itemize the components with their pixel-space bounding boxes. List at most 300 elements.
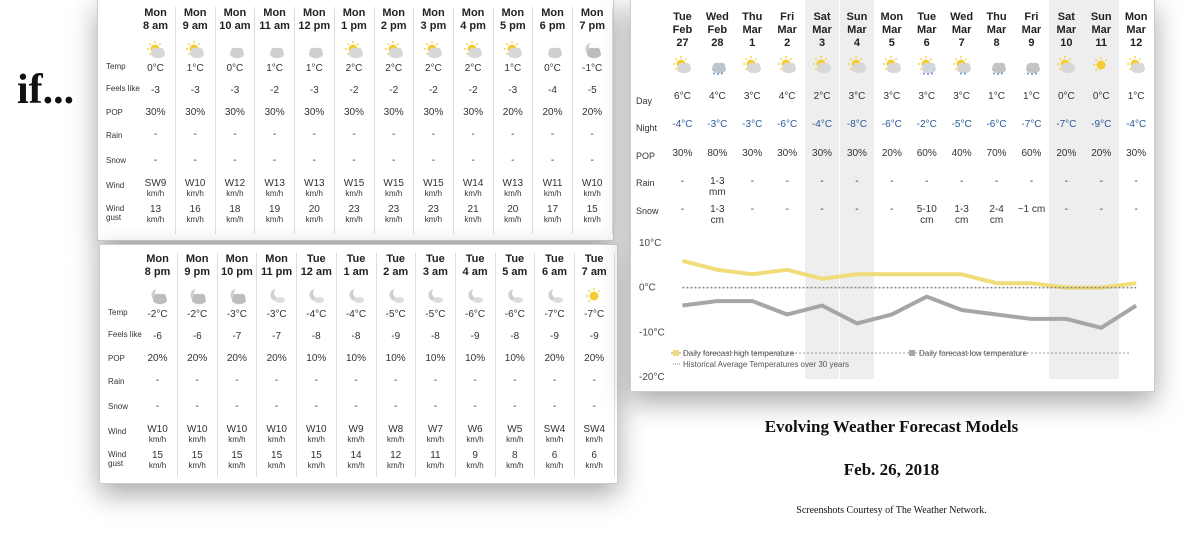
cell-pop: 80% xyxy=(707,148,728,159)
cell-feels: -9 xyxy=(589,331,599,342)
cell-feels: -3 xyxy=(309,85,319,96)
cell-day: 3°C xyxy=(918,91,936,102)
hour-time: 5 am xyxy=(502,266,528,278)
day-header-mon: Feb xyxy=(707,24,728,36)
row-label: Night xyxy=(636,123,658,133)
day-header-d: 28 xyxy=(711,37,724,49)
day-header-dow: Sun xyxy=(846,11,868,23)
cell-night: -6°C xyxy=(986,119,1007,130)
hour-day: Mon xyxy=(501,7,525,19)
cell-snow: - xyxy=(392,155,396,166)
cell-pop: 20% xyxy=(542,107,563,118)
day-header-mon: Mar xyxy=(777,24,797,36)
cell-gust-unit: km/h xyxy=(345,215,363,224)
cell-gust-unit: km/h xyxy=(228,461,246,470)
cell-gust: 23 xyxy=(427,204,439,215)
cell-night: -3°C xyxy=(707,119,728,130)
hour-column xyxy=(297,253,337,477)
cell-day: 1°C xyxy=(1023,91,1040,102)
cell-snow: 2-4 cm xyxy=(989,204,1004,226)
cell-wind: W15 xyxy=(343,178,365,189)
cell-wind-unit: km/h xyxy=(543,189,562,198)
snow-cloud-icon xyxy=(1021,55,1041,75)
cell-pop: 30% xyxy=(264,107,285,118)
cell-wind: W15 xyxy=(423,178,444,189)
day-header-d: 8 xyxy=(993,37,1000,49)
cell-feels: -6 xyxy=(153,331,162,342)
day-header-d: 6 xyxy=(923,37,930,49)
cell-pop: 10% xyxy=(306,353,327,364)
cell-temp: -2°C xyxy=(187,309,208,320)
day-header-mon: Mar xyxy=(986,24,1007,36)
cell-temp: 2°C xyxy=(464,63,482,74)
cell-temp: -2°C xyxy=(147,309,168,320)
cell-gust-unit: km/h xyxy=(188,461,206,470)
hour-column xyxy=(255,7,295,234)
hour-column xyxy=(136,7,176,234)
day-header-mon: Mar xyxy=(1021,24,1042,36)
cell-wind: W12 xyxy=(224,178,246,189)
cell-temp: 0°C xyxy=(147,63,164,74)
hour-day: Mon xyxy=(580,7,604,19)
hour-day: Mon xyxy=(146,253,169,265)
partly-sunny-icon xyxy=(423,40,443,60)
cell-night: -6°C xyxy=(881,119,902,130)
cell-temp: -3°C xyxy=(226,309,247,320)
cell-day: 4°C xyxy=(778,91,796,102)
y-tick-label: 10°C xyxy=(639,238,662,249)
row-label: Snow xyxy=(108,402,129,411)
cell-rain: - xyxy=(994,176,999,187)
cell-pop: 20% xyxy=(266,353,287,364)
partly-sunny-icon xyxy=(344,40,364,60)
partly-sunny-icon xyxy=(672,55,692,75)
hour-day: Mon xyxy=(302,7,326,19)
day-header xyxy=(1049,11,1084,50)
cell-pop: 10% xyxy=(385,353,406,364)
cell-rain: - xyxy=(550,129,555,140)
cell-snow: - xyxy=(312,155,316,166)
cell-snow: - xyxy=(394,401,398,412)
day-header-mon: Mar xyxy=(882,24,902,36)
cell-pop: 20% xyxy=(544,353,565,364)
cell-rain: - xyxy=(233,129,237,140)
hour-column xyxy=(376,253,416,477)
cell-pop: 30% xyxy=(672,148,693,159)
series-line-0 xyxy=(682,261,1136,288)
cell-gust: 15 xyxy=(310,450,322,461)
cell-wind: W10 xyxy=(581,178,603,189)
day-header xyxy=(770,11,805,50)
cell-feels: -9 xyxy=(550,331,559,342)
cell-night: -4°C xyxy=(1126,119,1147,130)
cell-wind-unit: km/h xyxy=(387,435,405,444)
hour-column xyxy=(217,253,257,477)
cell-wind-unit: km/h xyxy=(424,189,443,198)
day-header-mon: Mar xyxy=(916,24,937,36)
cell-wind-unit: km/h xyxy=(466,435,484,444)
cell-night: -7°C xyxy=(1056,119,1077,130)
cell-snow: 1-3 cm xyxy=(710,204,725,226)
cell-rain: - xyxy=(680,176,685,187)
cell-temp: -3°C xyxy=(266,309,287,320)
cell-gust-unit: km/h xyxy=(426,461,445,470)
cell-wind: W8 xyxy=(388,424,404,435)
cell-feels: -8 xyxy=(510,331,520,342)
cloudy-night-icon xyxy=(148,286,168,306)
legend-entry xyxy=(909,349,1028,358)
cell-rain: - xyxy=(513,375,517,386)
cell-night: -7°C xyxy=(1021,119,1042,130)
day-header xyxy=(944,11,979,50)
hour-time: 7 am xyxy=(581,266,607,278)
hour-column xyxy=(138,253,178,477)
partly-sunny-icon xyxy=(777,55,797,75)
cell-snow: - xyxy=(1064,204,1068,215)
day-header-dow: Fri xyxy=(1024,11,1039,23)
day-header-dow: Thu xyxy=(986,11,1007,23)
cell-pop: 30% xyxy=(463,107,484,118)
legend-entry xyxy=(673,349,795,358)
cell-day: 3°C xyxy=(743,91,761,102)
day-header xyxy=(805,11,840,50)
cell-pop: 20% xyxy=(226,353,247,364)
cell-snow: - xyxy=(433,401,438,412)
row-label: Rain xyxy=(106,131,123,140)
cell-day: 1°C xyxy=(1127,91,1145,102)
cell-wind-unit: km/h xyxy=(307,435,325,444)
hour-day: Mon xyxy=(185,253,209,265)
cell-wind-unit: km/h xyxy=(385,189,403,198)
cell-wind: W13 xyxy=(304,178,325,189)
partly-sunny-icon xyxy=(742,55,762,75)
cell-snow: - xyxy=(473,401,477,412)
snow-cloud-icon xyxy=(987,55,1007,75)
partly-sunny-icon xyxy=(812,55,832,75)
hour-day: Mon xyxy=(263,7,286,19)
cloudy-icon xyxy=(265,40,285,60)
cell-gust-unit: km/h xyxy=(464,215,482,224)
hour-time: 8 am xyxy=(142,20,169,32)
row-label: Day xyxy=(636,96,653,106)
hour-column xyxy=(495,253,535,477)
day-header-d: 5 xyxy=(888,37,895,49)
cell-pop: 20% xyxy=(584,353,605,364)
cell-wind-unit: km/h xyxy=(506,435,524,444)
cell-rain: - xyxy=(394,375,398,386)
hour-day: Mon xyxy=(144,7,167,19)
cell-snow: - xyxy=(274,401,279,412)
cell-snow: - xyxy=(513,401,517,412)
cell-pop: 30% xyxy=(423,107,444,118)
cell-rain: - xyxy=(235,375,239,386)
day-header-dow: Mon xyxy=(880,11,904,23)
cell-rain: - xyxy=(195,375,199,386)
cell-feels: -3 xyxy=(508,85,518,96)
cell-day: 0°C xyxy=(1057,91,1075,102)
day-header xyxy=(979,11,1014,50)
cell-temp: 1°C xyxy=(186,63,204,74)
cell-pop: 30% xyxy=(812,148,833,159)
cell-wind-unit: km/h xyxy=(305,189,323,198)
hour-day: Mon xyxy=(382,7,405,19)
day-header xyxy=(1014,11,1049,50)
cell-rain: - xyxy=(1029,176,1034,187)
cell-gust: 6 xyxy=(551,450,558,461)
caption-date: Feb. 26, 2018 xyxy=(843,460,940,479)
cell-night: -8°C xyxy=(846,119,867,130)
day-header xyxy=(1084,11,1119,50)
cell-snow: - xyxy=(680,204,685,215)
cell-feels: -2 xyxy=(270,85,280,96)
hour-time: 2 pm xyxy=(380,20,407,32)
cell-temp: 2°C xyxy=(424,63,442,74)
partly-sunny-icon xyxy=(1126,55,1146,75)
cell-feels: -9 xyxy=(391,331,401,342)
day-header-d: 10 xyxy=(1060,37,1073,49)
cell-pop: 40% xyxy=(951,148,972,159)
hour-day: Tue xyxy=(465,253,485,265)
row-label: Wind xyxy=(106,181,125,190)
cell-night: -5°C xyxy=(951,119,972,130)
cell-pop: 20% xyxy=(187,353,208,364)
row-label: Feels like xyxy=(106,84,140,93)
cell-snow: - xyxy=(785,204,789,215)
cell-rain: - xyxy=(592,375,596,386)
cell-pop: 20% xyxy=(502,107,523,118)
cell-rain: - xyxy=(312,129,316,140)
cell-feels: -3 xyxy=(190,85,200,96)
cell-wind: W10 xyxy=(306,424,327,435)
day-header-d: 2 xyxy=(784,37,791,49)
hour-day: Tue xyxy=(306,253,326,265)
hour-time: 11 am xyxy=(259,20,290,32)
cell-feels: -2 xyxy=(428,85,438,96)
row-label: Wind gust xyxy=(108,450,127,468)
moon-cloud-icon xyxy=(346,286,366,306)
hour-day: Mon xyxy=(461,7,485,19)
cell-rain: - xyxy=(552,375,557,386)
cell-snow: - xyxy=(855,204,859,215)
partly-sunny-icon xyxy=(384,40,404,60)
cell-rain: - xyxy=(959,176,964,187)
cell-rain: - xyxy=(855,176,859,187)
cell-feels: -8 xyxy=(351,331,361,342)
cell-gust: 8 xyxy=(512,450,518,461)
cell-feels: -2 xyxy=(468,85,478,96)
hour-column xyxy=(295,7,335,234)
cell-gust: 15 xyxy=(586,204,598,215)
moon-cloud-icon xyxy=(545,286,565,306)
hour-day: Tue xyxy=(545,253,564,265)
day-header-mon: Mar xyxy=(951,24,972,36)
day-header-mon: Mar xyxy=(847,24,867,36)
cell-rain: - xyxy=(314,375,318,386)
cell-wind: W5 xyxy=(507,424,523,435)
row-label: Rain xyxy=(108,377,125,386)
cell-gust: 15 xyxy=(271,450,283,461)
cell-gust-unit: km/h xyxy=(585,461,603,470)
cell-rain: - xyxy=(925,176,929,187)
cell-pop: 30% xyxy=(343,107,364,118)
row-label: Wind gust xyxy=(106,204,125,222)
day-header-d: 12 xyxy=(1130,37,1143,49)
day-header-d: 3 xyxy=(818,37,826,49)
cell-rain: - xyxy=(820,176,824,187)
cell-wind-unit: km/h xyxy=(464,189,482,198)
cell-snow: - xyxy=(235,401,239,412)
cell-gust: 11 xyxy=(430,450,441,461)
hour-time: 9 pm xyxy=(184,266,211,278)
y-tick-label: -20°C xyxy=(639,372,665,383)
cell-pop: 30% xyxy=(224,107,245,118)
cell-wind: SW4 xyxy=(583,424,606,435)
hour-column xyxy=(416,253,456,477)
cell-snow: - xyxy=(195,401,199,412)
cell-rain: - xyxy=(511,129,515,140)
cell-gust-unit: km/h xyxy=(267,461,286,470)
moon-cloud-icon xyxy=(465,286,485,306)
cell-snow: - xyxy=(511,155,515,166)
cell-gust: 23 xyxy=(388,204,400,215)
hour-day: Mon xyxy=(183,7,207,19)
cell-snow: - xyxy=(153,155,158,166)
cell-rain: - xyxy=(890,176,894,187)
hour-time: 12 am xyxy=(300,266,332,278)
cell-rain: - xyxy=(431,129,436,140)
cell-day: 4°C xyxy=(708,91,726,102)
hour-time: 1 pm xyxy=(341,20,367,32)
cloudy-icon xyxy=(225,40,245,60)
cell-rain: - xyxy=(274,375,279,386)
cell-night: -2°C xyxy=(916,119,937,130)
hourly-forecast-bottom-panel xyxy=(99,244,618,484)
cell-feels: -3 xyxy=(151,85,160,96)
row-label: Snow xyxy=(106,156,127,165)
cell-temp: 0°C xyxy=(226,63,244,74)
sunny-icon xyxy=(584,286,604,306)
cell-snow: - xyxy=(272,155,277,166)
cell-night: -4°C xyxy=(811,119,833,130)
cell-wind-unit: km/h xyxy=(545,435,564,444)
cell-pop: 20% xyxy=(881,148,902,159)
hour-day: Tue xyxy=(505,253,525,265)
daily-forecast-panel xyxy=(630,0,1155,392)
hour-column xyxy=(456,253,496,477)
cell-snow: - xyxy=(890,204,894,215)
hour-column xyxy=(535,253,575,477)
cell-wind: W10 xyxy=(226,424,248,435)
cloudy-icon xyxy=(304,40,324,60)
hourly-forecast-top-panel xyxy=(97,0,614,241)
day-header-dow: Wed xyxy=(950,11,974,23)
hour-day: Tue xyxy=(386,253,406,265)
cell-wind-unit: km/h xyxy=(347,435,365,444)
cell-temp: -6°C xyxy=(465,309,486,320)
cell-feels: -2 xyxy=(349,85,359,96)
hour-time: 3 am xyxy=(422,266,448,278)
cell-gust: 23 xyxy=(348,204,360,215)
y-tick-label: -10°C xyxy=(639,327,665,339)
cell-wind: W11 xyxy=(542,178,563,189)
day-header-dow: Sun xyxy=(1090,11,1112,23)
cell-rain: - xyxy=(272,129,277,140)
cell-gust: 6 xyxy=(591,450,597,461)
cell-gust: 12 xyxy=(390,450,402,461)
cloudy-night-icon xyxy=(187,286,207,306)
cell-rain: - xyxy=(750,176,754,187)
cell-rain: - xyxy=(352,129,356,140)
partly-sunny-icon xyxy=(1056,55,1076,75)
cell-snow: - xyxy=(352,155,356,166)
partly-sunny-icon xyxy=(185,40,205,60)
hour-column xyxy=(493,7,533,234)
cell-wind: SW9 xyxy=(144,178,167,189)
cell-day: 3°C xyxy=(883,91,901,102)
day-header-mon: Mar xyxy=(742,24,763,36)
cell-gust-unit: km/h xyxy=(506,461,524,470)
hour-day: Tue xyxy=(584,253,604,265)
day-header-d: 27 xyxy=(676,37,689,49)
hour-time: 6 pm xyxy=(539,20,566,32)
day-header-mon: Mar xyxy=(1056,24,1077,36)
hour-column xyxy=(575,253,615,477)
cell-wind: W10 xyxy=(186,424,208,435)
cell-rain: - xyxy=(785,176,789,187)
legend-entry xyxy=(673,360,849,369)
cell-temp: 0°C xyxy=(544,63,561,74)
cell-gust-unit: km/h xyxy=(387,461,405,470)
cell-gust: 18 xyxy=(229,204,241,215)
cell-temp: -5°C xyxy=(425,309,446,320)
cell-temp: -7°C xyxy=(584,309,605,320)
rain-snow-icon xyxy=(707,55,727,75)
intro-text: if... xyxy=(17,67,75,113)
hour-column xyxy=(533,7,573,234)
cell-rain: - xyxy=(1134,176,1138,187)
moon-cloud-icon xyxy=(425,286,445,306)
cell-pop: 30% xyxy=(145,107,166,118)
hour-time: 6 am xyxy=(541,266,568,278)
cell-wind-unit: km/h xyxy=(583,189,601,198)
hour-day: Mon xyxy=(265,253,288,265)
cell-snow: - xyxy=(354,401,358,412)
cell-gust-unit: km/h xyxy=(347,461,365,470)
row-label: Temp xyxy=(106,62,126,71)
day-header-dow: Sat xyxy=(813,11,831,23)
cell-wind-unit: km/h xyxy=(146,189,165,198)
cell-gust-unit: km/h xyxy=(545,461,564,470)
day-header-dow: Wed xyxy=(705,11,729,23)
cell-rain: - xyxy=(392,129,396,140)
cell-night: -6°C xyxy=(777,119,798,130)
snow-sun-icon xyxy=(917,55,937,75)
hour-time: 1 am xyxy=(343,266,369,278)
cell-feels: -7 xyxy=(272,331,282,342)
cell-wind-unit: km/h xyxy=(188,435,206,444)
caption-title: Evolving Weather Forecast Models xyxy=(764,417,1019,436)
cell-feels: -9 xyxy=(470,331,480,342)
cloudy-night-icon xyxy=(227,286,247,306)
cell-wind: W13 xyxy=(502,178,524,189)
cell-rain: - xyxy=(1099,176,1103,187)
cell-gust: 15 xyxy=(151,450,164,461)
legend-label: Daily forecast high temperature xyxy=(683,349,795,358)
cell-pop: 60% xyxy=(1021,148,1042,159)
cell-gust-unit: km/h xyxy=(385,215,403,224)
cell-gust: 19 xyxy=(269,204,281,215)
moon-cloud-icon xyxy=(505,286,525,306)
